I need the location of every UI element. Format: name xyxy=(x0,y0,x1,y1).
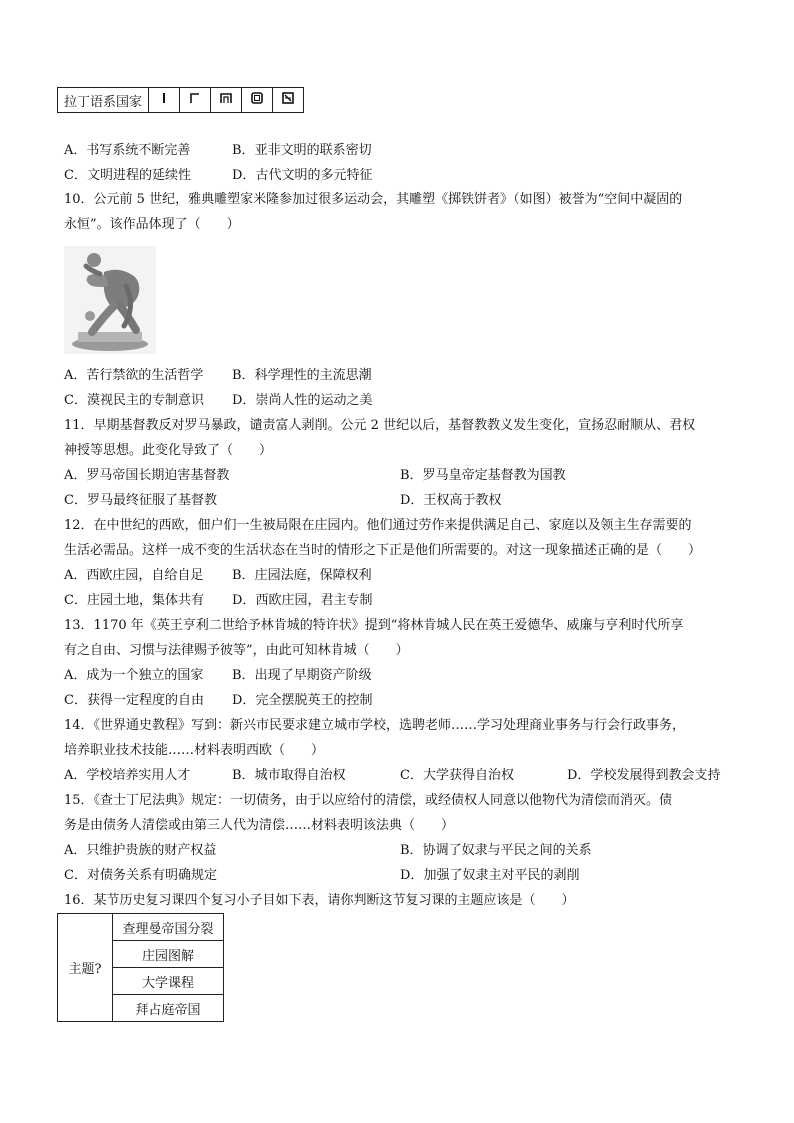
q12-option-a: A．西欧庄园，自给自足 xyxy=(64,568,204,583)
script-glyph-1-icon xyxy=(157,91,171,105)
script-glyph-3-icon xyxy=(219,91,233,105)
q12-stem-line2: 生活必需品。这样一成不变的生活状态在当时的情形之下正是他们所需要的。对这一现象描述正确的是（ ） xyxy=(64,543,702,558)
q15-option-a: A．只维护贵族的财产权益 xyxy=(64,843,217,858)
q14-option-c: C．大学获得自治权 xyxy=(400,768,514,783)
q15-option-b: B．协调了奴隶与平民之间的关系 xyxy=(400,843,592,858)
latin-script-table xyxy=(57,87,304,113)
q13-stem-line1: 13．1170 年《英王亨利二世给予林肯城的特许状》提到“将林肯城人民在英王爱德华、威廉与亨利时代所享 xyxy=(64,618,684,633)
q10-option-b: B．科学理性的主流思潮 xyxy=(232,368,372,383)
q10-option-a: A．苦行禁欲的生活哲学 xyxy=(64,368,204,383)
q15-option-d: D．加强了奴隶主对平民的剥削 xyxy=(400,868,580,883)
script-glyph-5-icon xyxy=(281,91,295,105)
script-glyph-4-icon xyxy=(250,91,264,105)
q13-stem-line2: 有之自由、习惯与法律赐予彼等”，由此可知林肯城（ ） xyxy=(64,643,409,658)
script-table-label: 拉丁语系国家 xyxy=(58,88,149,113)
q14-option-b: B．城市取得自治权 xyxy=(232,768,346,783)
q15-stem-line1: 15．《查士丁尼法典》规定：一切债务，由于以应给付的清偿，或经债权人同意以他物代为清偿而消灭。债 xyxy=(64,793,673,808)
q9-option-d: D．古代文明的多元特征 xyxy=(232,168,373,183)
q11-option-a: A．罗马帝国长期迫害基督教 xyxy=(64,468,230,483)
topic-cell: 主题? xyxy=(58,914,113,1022)
q12-option-d: D．西欧庄园，君主专制 xyxy=(232,593,373,608)
discobolus-statue-image xyxy=(64,246,156,354)
q13-option-c: C．获得一定程度的自由 xyxy=(64,693,204,708)
q10-stem-line2: 永恒”。该作品体现了（ ） xyxy=(64,217,240,232)
q12-option-c: C．庄园土地，集体共有 xyxy=(64,593,204,608)
q13-option-d: D．完全摆脱英王的控制 xyxy=(232,693,373,708)
q11-option-b: B．罗马皇帝定基督教为国教 xyxy=(400,468,566,483)
q14-option-d: D．学校发展得到教会支持 xyxy=(567,768,721,783)
topic-item: 大学课程 xyxy=(113,968,224,995)
q13-option-a: A．成为一个独立的国家 xyxy=(64,668,204,683)
q9-option-b: B．亚非文明的联系密切 xyxy=(232,143,372,158)
q11-stem-line2: 神授等思想。此变化导致了（ ） xyxy=(64,443,273,458)
q10-option-d: D．崇尚人性的运动之美 xyxy=(232,393,373,408)
q11-stem-line1: 11．早期基督教反对罗马暴政，谴责富人剥削。公元 2 世纪以后，基督教教义发生变化，宣扬忍耐顺从、君权 xyxy=(64,418,696,433)
topic-item: 拜占庭帝国 xyxy=(113,995,224,1022)
topic-item: 查理曼帝国分裂 xyxy=(113,914,224,941)
topic-item: 庄园图解 xyxy=(113,941,224,968)
q15-stem-line2: 务是由债务人清偿或由第三人代为清偿……材料表明该法典（ ） xyxy=(64,818,455,833)
q11-option-c: C．罗马最终征服了基督教 xyxy=(64,493,217,508)
q12-option-b: B．庄园法庭，保障权利 xyxy=(232,568,372,583)
q9-option-a: A．书写系统不断完善 xyxy=(64,143,191,158)
q16-stem-line1: 16．某节历史复习课四个复习小子目如下表，请你判断这节复习课的主题应该是（ ） xyxy=(64,893,575,908)
q14-stem-line2: 培养职业技术技能……材料表明西欧（ ） xyxy=(64,743,325,758)
q10-stem-line1: 10．公元前 5 世纪，雅典雕塑家米隆参加过很多运动会，其雕塑《掷铁饼者》（如图）被誉为“空间中凝固的 xyxy=(64,192,683,207)
script-glyph-2-icon xyxy=(188,91,202,105)
q12-stem-line1: 12．在中世纪的西欧，佃户们一生被局限在庄园内。他们通过劳作来提供满足自己、家庭以及领主生存需要的 xyxy=(64,518,692,533)
q14-stem-line1: 14．《世界通史教程》写到：新兴市民要求建立城市学校，选聘老师……学习处理商业事务与行会行政事务， xyxy=(64,718,686,733)
q11-option-d: D．王权高于教权 xyxy=(400,493,502,508)
q15-option-c: C．对债务关系有明确规定 xyxy=(64,868,217,883)
q10-option-c: C．漠视民主的专制意识 xyxy=(64,393,204,408)
q13-option-b: B．出现了早期资产阶级 xyxy=(232,668,372,683)
q14-option-a: A．学校培养实用人才 xyxy=(64,768,191,783)
q9-option-c: C．文明进程的延续性 xyxy=(64,168,191,183)
review-topics-table xyxy=(57,913,224,1022)
